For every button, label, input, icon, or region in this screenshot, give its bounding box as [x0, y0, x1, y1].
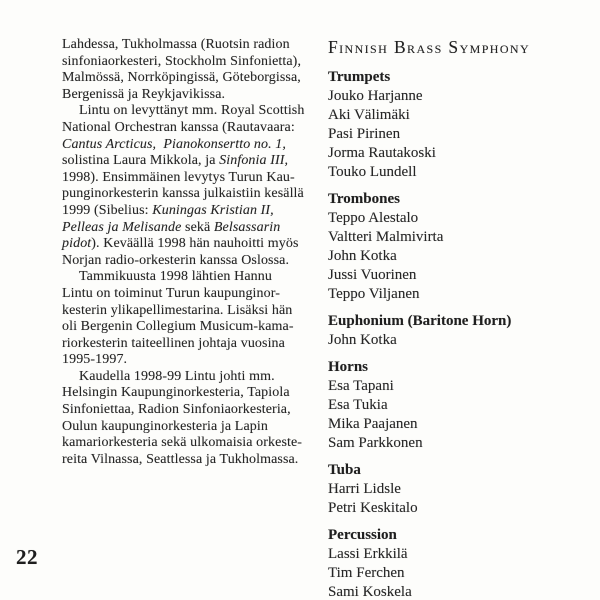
member-name: Valtteri Malmivirta [328, 229, 444, 245]
biography-line [62, 419, 320, 436]
member-name: Aki Välimäki [328, 107, 410, 123]
biography-line [62, 170, 320, 187]
biography-column [62, 37, 320, 468]
biography-line [62, 54, 320, 71]
biography-line [62, 87, 320, 104]
member-name: Pasi Pirinen [328, 126, 401, 142]
member-name: Jorma Rautakoski [328, 145, 436, 161]
member-name: John Kotka [328, 248, 397, 264]
biography-text: sinfoniaorkesteri, Stockholm Sinfonietta), [62, 53, 302, 69]
biography-text: punginorkesterin kanssa julkaistiin kesällä [62, 186, 304, 202]
biography-text: riorkesterin taiteellinen johtaja vuosina [62, 335, 285, 351]
member-name: Petri Keskitalo [328, 500, 418, 516]
personnel-sections [328, 68, 578, 600]
page-number: 22 [16, 545, 38, 569]
section-heading: Euphonium (Baritone Horn) [328, 313, 512, 329]
biography-line [62, 120, 320, 137]
biography-line [62, 236, 320, 253]
section-heading: Tuba [328, 462, 361, 478]
biography-line [62, 203, 320, 220]
biography-text: Lintu on levyttänyt mm. Royal Scottish [79, 103, 305, 119]
biography-line [62, 336, 320, 353]
biography-text: 1995-1997. [62, 352, 128, 368]
member-name: Teppo Alestalo [328, 210, 419, 226]
biography-line [62, 402, 320, 419]
biography-line [62, 352, 320, 369]
member-name: Jouko Harjanne [328, 88, 423, 104]
personnel-section [328, 358, 578, 453]
biography-italic-text: pidot [62, 236, 92, 252]
biography-text: ). Keväällä 1998 hän nauhoitti myös [91, 236, 299, 252]
section-heading: Trombones [328, 191, 400, 207]
biography-text: Tammikuusta 1998 lähtien Hannu [79, 269, 272, 285]
biography-italic-text: Kuningas Kristian II, [152, 202, 274, 218]
biography-text: Lintu on toiminut Turun kaupunginor- [62, 285, 280, 301]
member-name: John Kotka [328, 332, 397, 348]
member-name: Esa Tapani [328, 378, 394, 394]
biography-line [62, 70, 320, 87]
biography-text: reita Vilnassa, Seattlessa ja Tukholmassa. [62, 451, 299, 467]
biography-line [62, 103, 320, 120]
biography-italic-text: Pelleas ja Melisande [62, 219, 182, 235]
biography-paragraph [62, 269, 320, 369]
biography-text: Helsingin Kaupunginorkesteria, Tapiola [62, 385, 290, 401]
biography-line [62, 452, 320, 469]
member-name: Sami Koskela [328, 584, 412, 600]
biography-line [62, 435, 320, 452]
member-name: Teppo Viljanen [328, 286, 420, 302]
biography-line [62, 37, 320, 54]
biography-paragraph [62, 37, 320, 103]
biography-text: sekä [181, 219, 214, 235]
personnel-section [328, 68, 578, 182]
biography-text: 1999 (Sibelius: [62, 202, 153, 218]
biography-line [62, 303, 320, 320]
biography-text: Norjan radio-orkesterin kanssa Oslossa. [62, 252, 290, 268]
biography-italic-text: Cantus Arcticus, Pianokonsertto no. 1, [62, 136, 287, 152]
biography-line [62, 369, 320, 386]
biography-paragraph [62, 369, 320, 469]
biography-text: oli Bergenin Collegium Musicum-kama- [62, 319, 294, 335]
section-heading: Horns [328, 359, 369, 375]
member-name: Touko Lundell [328, 164, 417, 180]
biography-italic-text: Belsassarin [213, 219, 281, 235]
member-name: Esa Tukia [328, 397, 388, 413]
member-name: Tim Ferchen [328, 565, 405, 581]
member-name: Mika Paajanen [328, 416, 418, 432]
biography-text: solistina Laura Mikkola, ja [62, 153, 220, 169]
biography-text: kesterin ylikapellimestarina. Lisäksi hän [62, 302, 293, 318]
biography-line [62, 286, 320, 303]
biography-line [62, 153, 320, 170]
biography-paragraph [62, 103, 320, 269]
biography-italic-text: Sinfonia III, [219, 153, 289, 169]
biography-text: Lahdessa, Tukholmassa (Ruotsin radion [62, 37, 290, 52]
member-name: Harri Lidsle [328, 481, 401, 497]
biography-line [62, 186, 320, 203]
section-heading: Percussion [328, 527, 397, 543]
biography-text: Bergenissä ja Reykjavikissa. [62, 86, 226, 102]
personnel-section [328, 312, 578, 350]
biography-text: 1998). Ensimmäinen levytys Turun Kau- [62, 169, 295, 185]
personnel-column [328, 38, 578, 600]
biography-text: National Orchestran kanssa (Rautavaara: [62, 119, 295, 135]
personnel-section [328, 190, 578, 304]
biography-text: kamariorkesteria sekä ulkomaisia orkeste- [62, 435, 303, 451]
biography-line [62, 220, 320, 237]
biography-line [62, 319, 320, 336]
member-name: Jussi Vuorinen [328, 267, 417, 283]
member-name: Lassi Erkkilä [328, 546, 408, 562]
biography-text: Malmössä, Norrköpingissä, Göteborgissa, [62, 70, 301, 86]
personnel-section [328, 526, 578, 600]
biography-text: Oulun kaupunginorkesteria ja Lapin [62, 418, 268, 434]
biography-line [62, 385, 320, 402]
biography-line [62, 137, 320, 154]
section-heading: Trumpets [328, 69, 391, 85]
biography-line [62, 269, 320, 286]
personnel-section [328, 461, 578, 518]
biography-text: Sinfoniettaa, Radion Sinfoniaorkesteria, [62, 402, 291, 418]
biography-text: Kaudella 1998-99 Lintu johti mm. [79, 368, 275, 384]
biography-line [62, 253, 320, 270]
member-name: Sam Parkkonen [328, 435, 423, 451]
personnel-title: Finnish Brass Symphony [328, 37, 531, 57]
